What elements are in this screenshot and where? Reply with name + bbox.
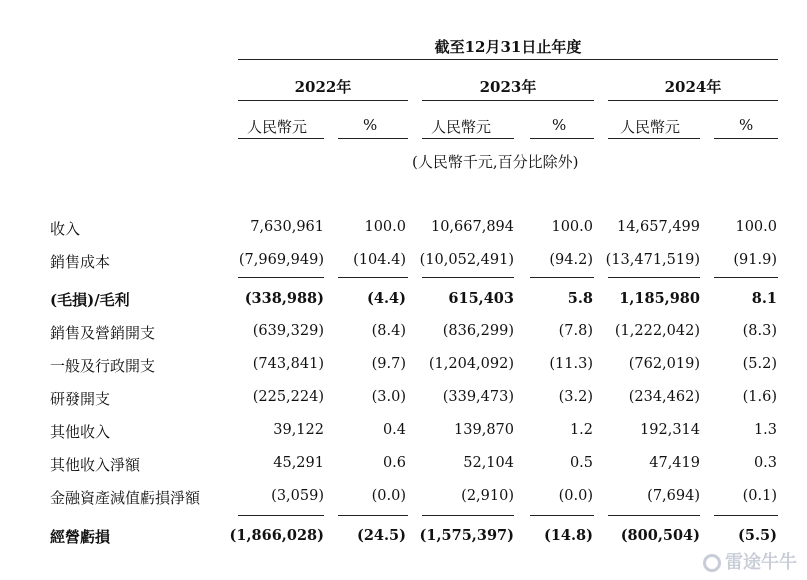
period-heading: 截至12月31日止年度 [434,38,582,56]
cell-pct-2022: 0.6 [382,455,406,471]
cell-rmb-2024: 47,419 [649,455,700,471]
colhead-rule [422,138,514,139]
cell-rmb-2023: (1,575,397) [419,527,514,544]
col-rmb-2022: 人民幣元 [247,118,308,136]
year-2024: 2024年 [664,78,722,96]
row-label: 銷售成本 [50,253,111,271]
watermark [703,548,797,574]
cell-rmb-2024: (800,504) [620,527,700,544]
cell-rmb-2022: (1,866,028) [229,527,324,544]
cell-pct-2023: 100.0 [551,219,593,235]
cell-pct-2022: (9.7) [371,356,406,372]
total-rule [714,515,778,516]
cell-pct-2023: 1.2 [569,422,593,438]
colhead-rule [714,138,778,139]
cell-pct-2022: (0.0) [371,488,406,504]
watermark-text: 雷途牛牛 [725,552,797,573]
cell-rmb-2023: (10,052,491) [419,252,514,268]
cell-pct-2024: 100.0 [735,219,777,235]
cell-pct-2024: 1.3 [753,422,777,438]
cell-rmb-2023: 615,403 [448,290,514,307]
cell-pct-2024: (8.3) [742,323,777,339]
subtotal-rule [714,277,778,278]
cell-rmb-2024: (1,222,042) [614,323,700,339]
colhead-rule [338,138,408,139]
cell-rmb-2023: (836,299) [442,323,514,339]
cell-pct-2022: (24.5) [356,527,406,544]
cell-pct-2022: (3.0) [371,389,406,405]
cell-rmb-2023: (2,910) [461,488,514,504]
col-pct-2024: % [739,116,754,134]
cell-pct-2024: (0.1) [742,488,777,504]
unit-note: (人民幣千元,百分比除外) [412,153,579,171]
cell-rmb-2022: (7,969,949) [238,252,324,268]
cell-pct-2023: (11.3) [549,356,593,372]
row-label: 一般及行政開支 [50,357,156,375]
colhead-rule [238,138,324,139]
cell-pct-2022: (104.4) [353,252,406,268]
cell-rmb-2022: 45,291 [273,455,324,471]
row-label: 經營虧損 [50,528,111,546]
row-label: 其他收入 [50,423,111,441]
cell-pct-2023: (14.8) [543,527,593,544]
cell-rmb-2023: (1,204,092) [428,356,514,372]
cell-rmb-2022: (338,988) [244,290,324,307]
total-rule [608,515,700,516]
cell-rmb-2022: (639,329) [252,323,324,339]
year-2023: 2023年 [479,78,537,96]
cell-rmb-2024: (234,462) [628,389,700,405]
subtotal-rule [238,277,324,278]
cell-rmb-2024: 1,185,980 [619,290,700,307]
col-pct-2022: % [363,116,378,134]
row-label: 銷售及營銷開支 [50,324,156,342]
subtotal-rule [608,277,700,278]
cell-rmb-2024: (7,694) [647,488,700,504]
subtotal-rule [338,277,408,278]
cell-pct-2023: (0.0) [558,488,593,504]
cell-rmb-2022: 39,122 [273,422,324,438]
cell-pct-2023: 0.5 [569,455,593,471]
total-rule [530,515,594,516]
cell-pct-2022: 0.4 [382,422,406,438]
cell-pct-2024: (91.9) [733,252,777,268]
cell-pct-2022: (4.4) [367,290,406,307]
col-pct-2023: % [552,116,567,134]
watermark-logo-icon [703,554,721,572]
cell-rmb-2024: (13,471,519) [605,252,700,268]
cell-pct-2023: (3.2) [558,389,593,405]
cell-pct-2024: (5.5) [738,527,777,544]
cell-pct-2024: 8.1 [751,290,777,307]
cell-pct-2022: 100.0 [364,219,406,235]
year-rule [422,100,594,101]
cell-pct-2024: 0.3 [753,455,777,471]
cell-rmb-2023: 52,104 [463,455,514,471]
year-2022: 2022年 [294,78,352,96]
cell-pct-2024: (1.6) [742,389,777,405]
cell-rmb-2024: 192,314 [640,422,700,438]
cell-rmb-2023: 139,870 [454,422,514,438]
cell-rmb-2023: (339,473) [442,389,514,405]
row-label: 收入 [50,220,81,238]
row-label: (毛損)/毛利 [50,291,130,309]
row-label: 研發開支 [50,390,111,408]
row-label: 其他收入淨額 [50,456,141,474]
year-rule [608,100,778,101]
total-rule [338,515,408,516]
year-rule [238,100,408,101]
subtotal-rule [422,277,514,278]
total-rule [238,515,324,516]
col-rmb-2024: 人民幣元 [620,118,681,136]
cell-rmb-2024: 14,657,499 [616,219,700,235]
cell-rmb-2024: (762,019) [628,356,700,372]
cell-rmb-2023: 10,667,894 [430,219,514,235]
col-rmb-2023: 人民幣元 [431,118,492,136]
cell-rmb-2022: (3,059) [271,488,324,504]
cell-pct-2022: (8.4) [371,323,406,339]
row-label: 金融資產減值虧損淨額 [50,489,201,507]
cell-pct-2023: (94.2) [549,252,593,268]
cell-rmb-2022: (225,224) [252,389,324,405]
cell-rmb-2022: (743,841) [252,356,324,372]
subtotal-rule [530,277,594,278]
colhead-rule [608,138,700,139]
total-rule [422,515,514,516]
cell-pct-2023: (7.8) [558,323,593,339]
cell-pct-2023: 5.8 [567,290,593,307]
period-rule [238,59,778,60]
colhead-rule [530,138,594,139]
cell-pct-2024: (5.2) [742,356,777,372]
cell-rmb-2022: 7,630,961 [250,219,324,235]
